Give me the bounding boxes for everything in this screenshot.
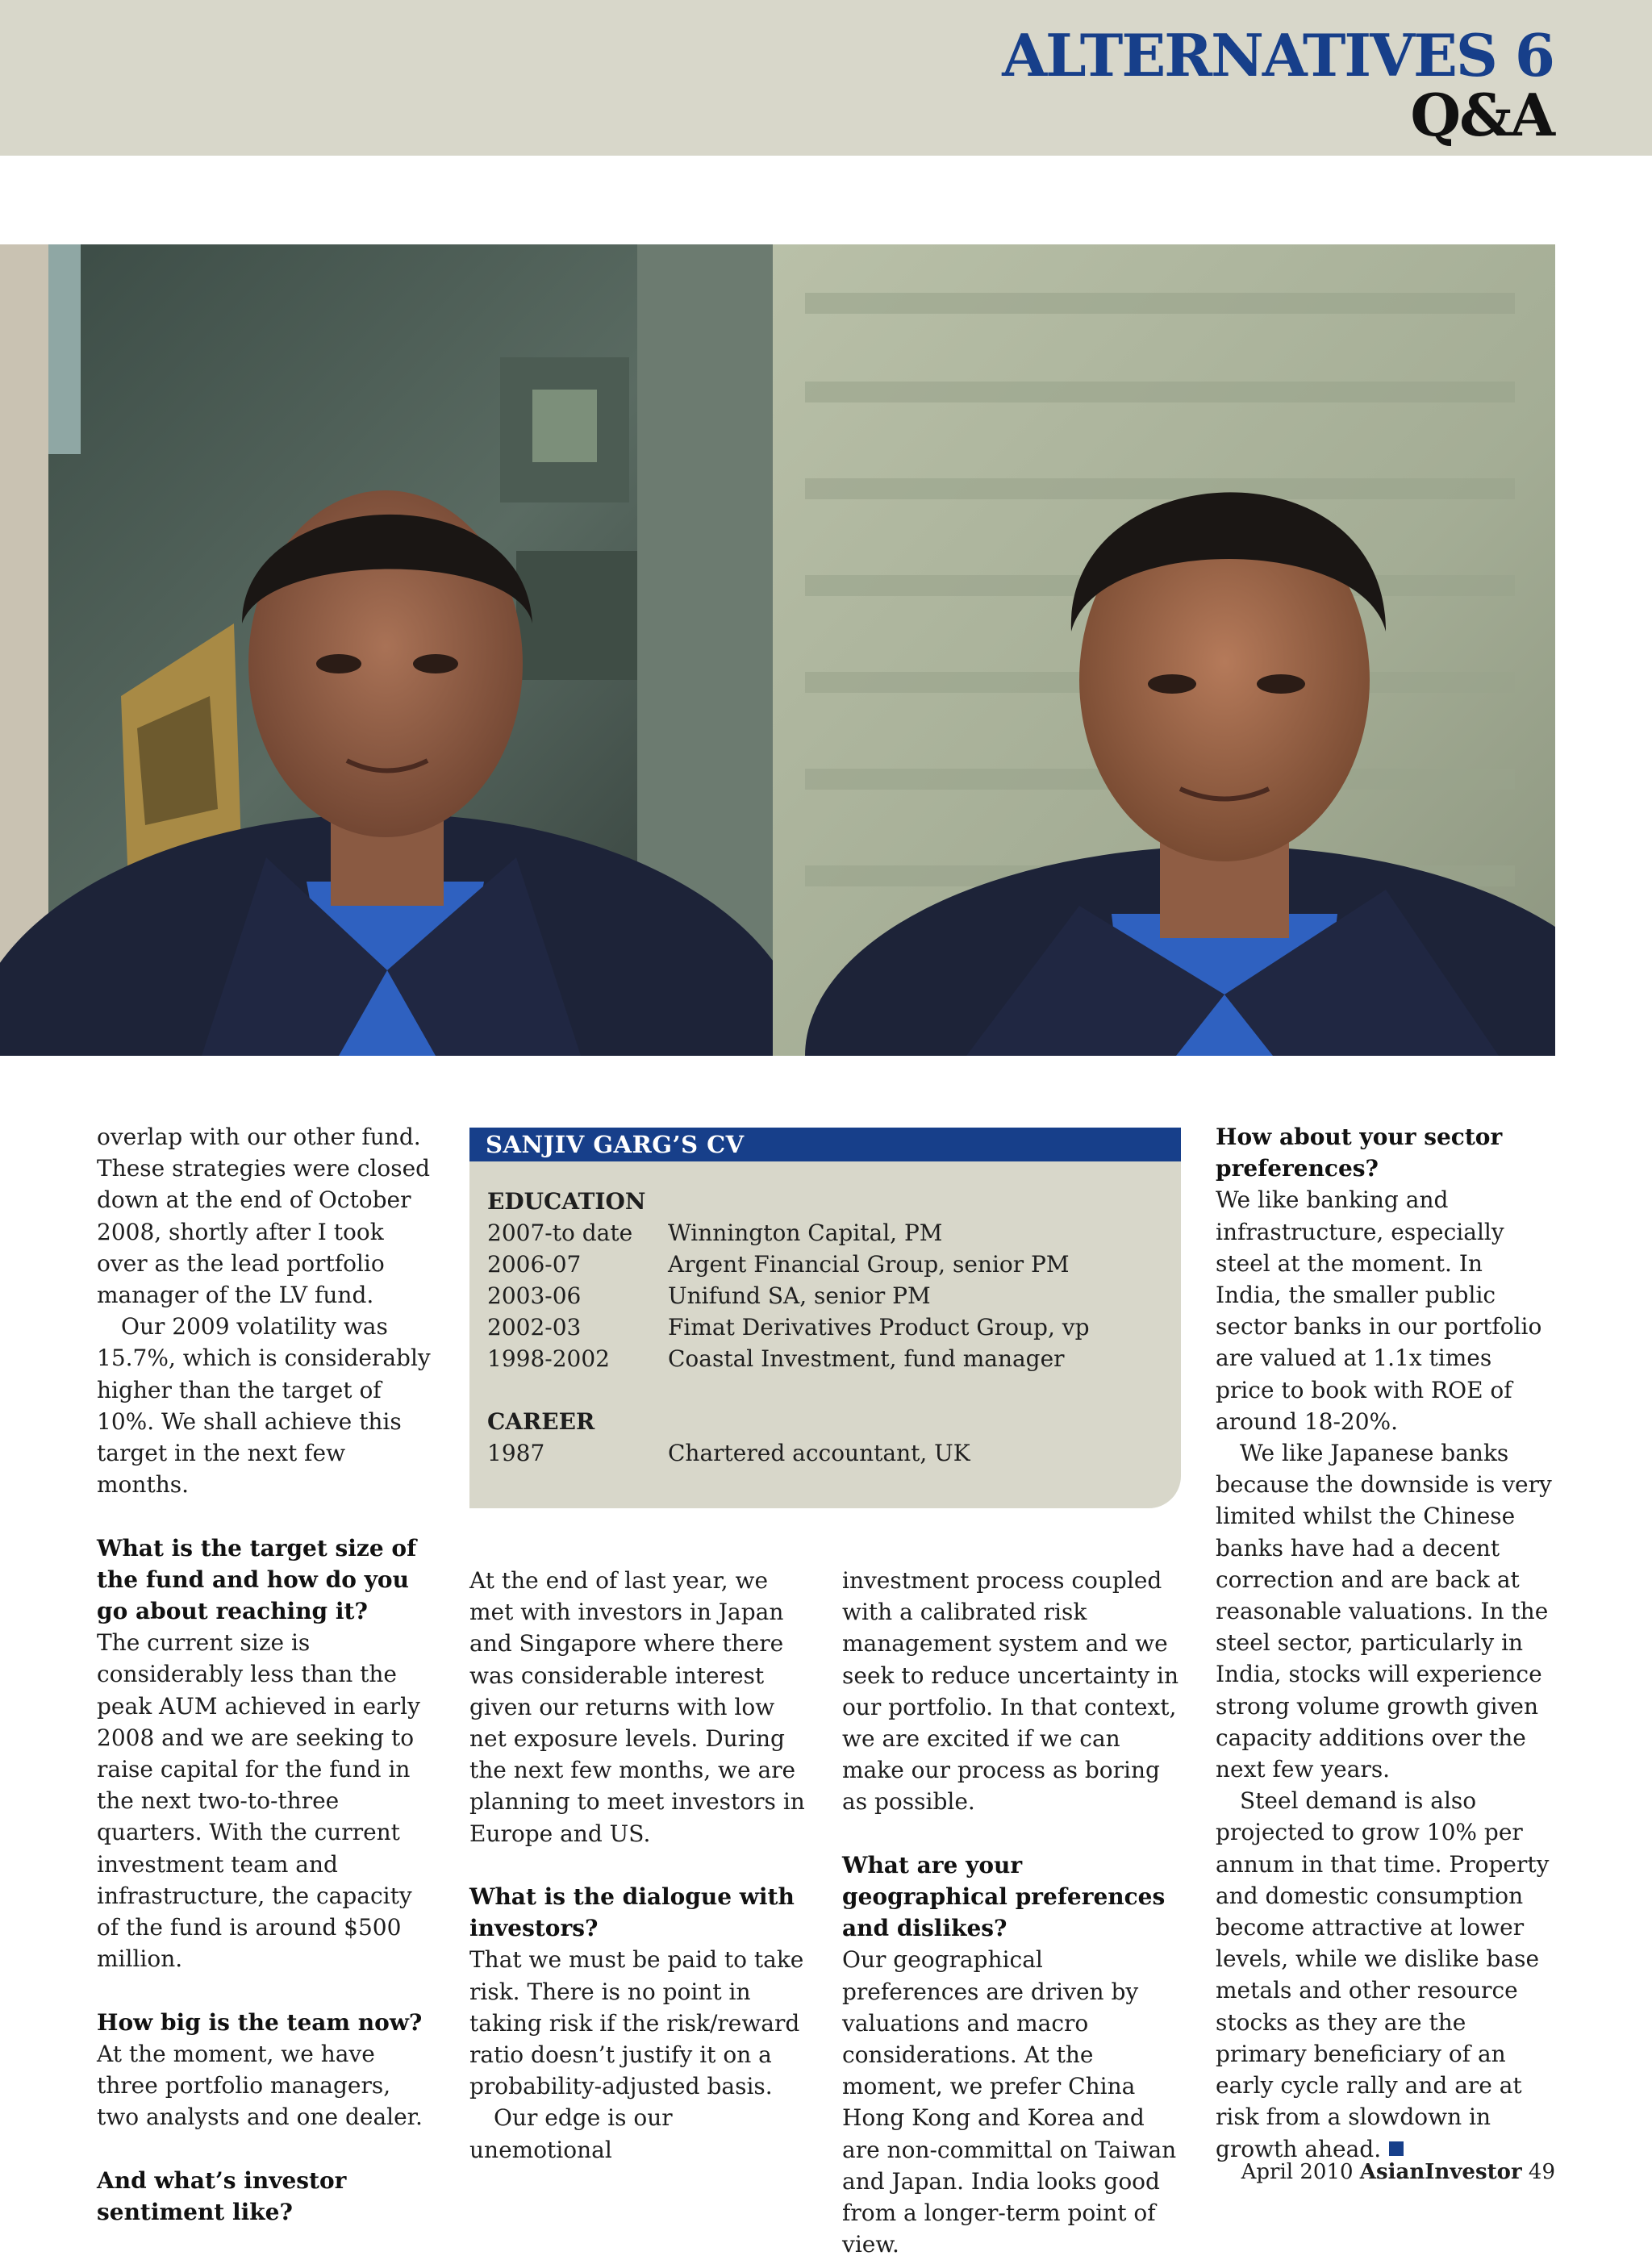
cv-entry [487, 1217, 1165, 1249]
portrait-photo-left [0, 244, 773, 1056]
section-subtitle: Q&A [1410, 81, 1554, 149]
cv-years: 1987 [487, 1440, 545, 1466]
cv-role: Argent Financial Group, senior PM [668, 1251, 1070, 1278]
cv-entry [487, 1249, 1165, 1280]
paragraph: Our 2009 volatility was 15.7%, which is considerably higher than the target of 10%. We shall achieve this target in the next few months. [97, 1313, 431, 1499]
answer-paragraph: Our geographical preferences are driven by valuations and macro considerations. At the moment, we prefer China Hong Kong and Korea and are non-committal on Taiwan and Japan. India looks good from a longer-term point of view. [842, 1946, 1177, 2258]
paragraph-text: Steel demand is also projected to grow 10% per annum in that time. Property and domestic consumption become attractive at lower levels, while we dislike base metals and other resource stocks as they are the primary beneficiary of an early cycle rally and are at risk from a slowdown in growth ahead. [1216, 1787, 1550, 2162]
footer-brand: AsianInvestor [1359, 2160, 1522, 2184]
cv-career-label: CAREER [487, 1408, 595, 1435]
question-heading: What are your geographical preferences and dislikes? [842, 1851, 1166, 1942]
end-mark-icon [1389, 2141, 1404, 2156]
cv-role: Chartered accountant, UK [668, 1440, 970, 1466]
cv-education-label: EDUCATION [487, 1188, 646, 1215]
cv-role: Coastal Investment, fund manager [668, 1345, 1065, 1372]
answer-paragraph: At the end of last year, we met with investors in Japan and Singapore where there was considerable interest given our returns with low net exposure levels. During the next few months, we are planning to meet investors in Europe and US. [469, 1567, 805, 1847]
cv-years: 2007-to date [487, 1220, 633, 1246]
cv-entry [487, 1311, 1165, 1343]
cv-entry [487, 1343, 1165, 1374]
text-column-3 [842, 1565, 1181, 2260]
cv-role: Fimat Derivatives Product Group, vp [668, 1314, 1090, 1341]
page-footer [1241, 2158, 1555, 2186]
paragraph [1216, 1785, 1555, 2164]
text-column-2 [469, 1565, 808, 2166]
cv-years: 1998-2002 [487, 1345, 610, 1372]
question-heading: How big is the team now? [97, 2008, 423, 2036]
cv-years: 2006-07 [487, 1251, 582, 1278]
answer-paragraph: The current size is considerably less than the peak AUM achieved in early 2008 and we are seeking to raise capital for the fund in the next two-to-three quarters. With the current investment team and infrastructure, the capacity of the fund is around $500 million. [97, 1629, 420, 1973]
question-heading: What is the dialogue with investors? [469, 1883, 795, 1942]
question-heading: And what’s investor sentiment like? [97, 2166, 347, 2225]
portrait-photo-icon [773, 244, 1555, 1056]
cv-box [469, 1128, 1181, 1508]
page-number: 49 [1528, 2160, 1555, 2184]
answer-paragraph: That we must be paid to take risk. There is no point in taking risk if the risk/reward ratio doesn’t justify it on a probability-adjusted basis. [469, 1946, 804, 2100]
paragraph: Our edge is our unemotional [469, 2104, 673, 2163]
footer-date: April 2010 [1241, 2160, 1354, 2184]
text-column-4 [1216, 1121, 1555, 2165]
section-title: ALTERNATIVES 6 [1002, 21, 1554, 90]
paragraph: investment process coupled with a calibrated risk management system and we seek to reduce uncertainty in our portfolio. In that context, we are excited if we can make our process as boring as possible. [842, 1567, 1179, 1816]
cv-title: SANJIV GARG’S CV [486, 1131, 745, 1158]
question-heading: How about your sector preferences? [1216, 1124, 1503, 1182]
portrait-photo-right [773, 244, 1555, 1056]
cv-role: Winnington Capital, PM [668, 1220, 943, 1246]
question-heading: What is the target size of the fund and how do you go about reaching it? [97, 1534, 417, 1625]
cv-entry [487, 1280, 1165, 1311]
cv-role: Unifund SA, senior PM [668, 1282, 931, 1309]
text-column-1 [97, 1121, 436, 2228]
cv-years: 2002-03 [487, 1314, 582, 1341]
answer-paragraph: At the moment, we have three portfolio managers, two analysts and one dealer. [97, 2040, 423, 2131]
cv-entry [487, 1437, 1165, 1469]
paragraph: overlap with our other fund. These strategies were closed down at the end of October 2008, shortly after I took over as the lead portfolio manager of the LV fund. [97, 1124, 431, 1309]
answer-paragraph: We like banking and infrastructure, especially steel at the moment. In India, the smaller public sector banks in our portfolio are valued at 1.1x times price to book with ROE of around 18-20%. [1216, 1186, 1542, 1435]
cv-years: 2003-06 [487, 1282, 582, 1309]
paragraph: We like Japanese banks because the downside is very limited whilst the Chinese banks have had a decent correction and are back at reasonable valuations. In the steel sector, particularly in India, stocks will experience strong volume growth given capacity additions over the next few years. [1216, 1440, 1552, 1783]
portrait-photo-icon [0, 244, 773, 1056]
